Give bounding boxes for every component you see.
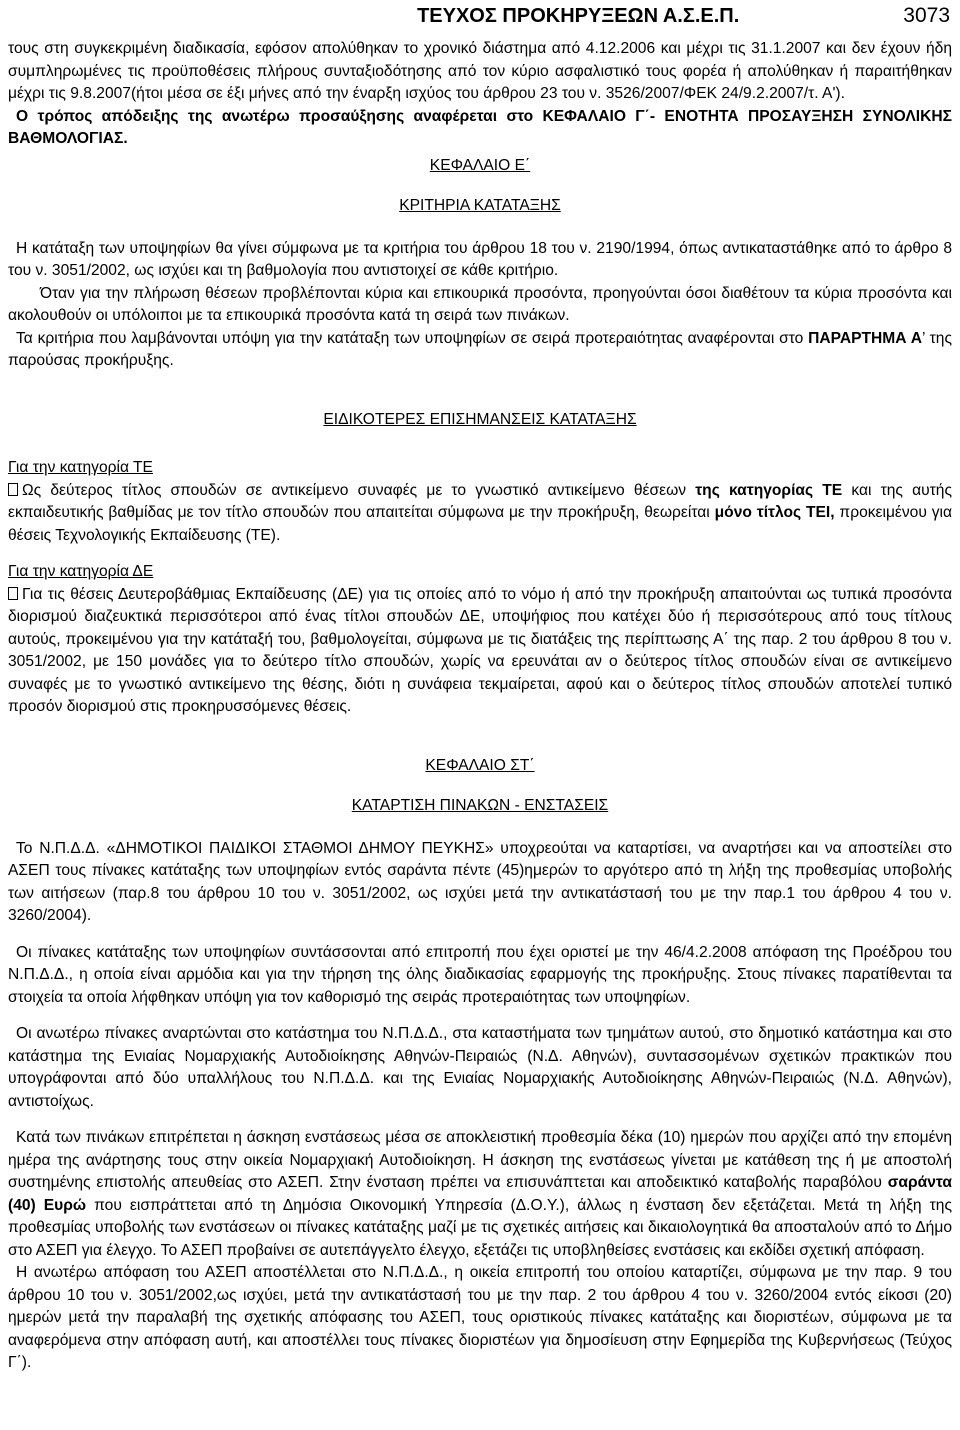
de-text: Για τις θέσεις Δευτεροβάθμιας Εκπαίδευσης (ΔΕ) για τις οποίες από το νόμο ή από την προκήρυξη απαιτούνται ως τυπικά προσόντα διορισμού διαζευκτικά περισσότεροι από ένας τίτλοι σπουδών ΔΕ, υποψήφιος που κατέχει δύο ή περισσότερους από τους τίτλους αυτούς, προκειμένου για την κατάταξή του, βαθμολογείται, σύμφωνα με τις διατάξεις της περίπτωσης Α΄ της παρ. 2 του άρθρου 8 του ν. 3051/2002, με 150 μονάδες για το δεύτερο τίτλο σπουδών, χωρίς να ερευνάται αν ο δεύτερος τίτλος σπουδών είναι σε αντικείμενο συναφές με το γνωστικό αντικείμενο της θέσης, διότι η συνάφεια τεκμαίρεται, αφού και ο δεύτερος τίτλος σπουδών αποτελεί τυπικό προσόν διορισμού στις προκηρυσσόμενες θέσεις. xyxy=(8,585,952,715)
chapter-st-paragraph-5: Η ανωτέρω απόφαση του ΑΣΕΠ αποστέλλεται στο Ν.Π.Δ.Δ., η οικεία επιτροπή του οποίου καταρτίζει, σύμφωνα με την παρ. 9 του άρθρου 10 του ν. 3051/2002,ως ισχύει, μετά την αντικατάστασή του με την παρ. 2 του άρθρου 4 του ν. 3260/2004 εντός είκοσι (20) ημερών μετά την παραλαβή της σχετικής απόφασης του ΑΣΕΠ, τους οριστικούς πίνακες κατάταξης και διοριστέων, σύμφωνα με τα αναφερόμενα στην απόφαση αυτή, και αποστέλλει τους πίνακες διοριστέων για δημοσίευση στην Εφημερίδα της Κυβερνήσεως (Τεύχος Γ΄). xyxy=(8,1264,952,1371)
te-text-d: μόνο τίτλος ΤΕΙ, xyxy=(714,504,835,521)
page-number: 3073 xyxy=(903,4,950,27)
te-category-label: Για την κατηγορία ΤΕ xyxy=(8,459,153,476)
intro-paragraph-1: τους στη συγκεκριμένη διαδικασία, εφόσον απολύθηκαν το χρονικό διάστημα από 4.12.2006 και μέχρι τις 31.1.2007 και δεν έχουν ήδη συμπληρωμένες τις προϋποθέσεις πλήρους συνταξιοδότησης από τον κύριο ασφαλιστικό τους φορέα ή απολύθηκαν ή παραιτήθηκαν μέχρι τις 9.8.2007(ήτοι μέσα σε έξι μήνες από την έναρξη ισχύος του άρθρου 23 του ν. 3526/2007/ΦΕΚ 24/9.2.2007/τ. Α'). xyxy=(8,40,952,102)
de-category-label: Για την κατηγορία ΔΕ xyxy=(8,563,154,580)
chapter-st-heading: ΚΕΦΑΛΑΙΟ ΣΤ΄ xyxy=(425,756,535,774)
annex-a-ref: ΠΑΡΑΡΤΗΜΑ Α xyxy=(808,329,922,347)
chapter-st-paragraph-4 xyxy=(8,1127,952,1262)
chapter-e-paragraph-1: Η κατάταξη των υποψηφίων θα γίνει σύμφωνα με τα κριτήρια του άρθρου 18 του ν. 2190/1994, όπως αντικαταστάθηκε από το άρθρο 8 του ν. 3051/2002, ως ισχύει και τη βαθμολογία που αντιστοιχεί σε κάθε κριτήριο. xyxy=(8,239,952,279)
header-title: ΤΕΥΧΟΣ ΠΡΟΚΗΡΥΞΕΩΝ Α.Σ.Ε.Π. xyxy=(417,5,740,27)
chapter-e-heading: ΚΕΦΑΛΑΙΟ Ε΄ xyxy=(429,156,531,174)
te-text-e: προκειμένου για θέσεις Τεχνολογικής Εκπαίδευσης (ΤΕ). xyxy=(8,504,953,544)
fee-amount: σαράντα (40) Ευρώ xyxy=(8,1174,952,1214)
chapter-e-paragraph-3 xyxy=(8,328,952,373)
chapter-e-paragraph-2: Όταν για την πλήρωση θέσεων προβλέπονται κύρια και επικουρικά προσόντα, προηγούνται όσοι διαθέτουν τα κύρια προσόντα και ακολουθούν οι υπόλοιποι με τα επικουρικά προσόντα κατά τη σειρά των πινάκων. xyxy=(8,284,952,324)
te-text-c: και της αυτής εκπαιδευτικής βαθμίδας με τον τίτλο σπουδών που απαιτείται σύμφωνα με την προκήρυξη, θεωρείται xyxy=(8,481,952,521)
chapter-st-subheading: ΚΑΤΑΡΤΙΣΗ ΠΙΝΑΚΩΝ - ΕΝΣΤΑΣΕΙΣ xyxy=(351,797,609,814)
bullet-box-icon xyxy=(8,587,18,600)
page-header xyxy=(8,0,952,38)
chapter-st-paragraph-3: Οι ανωτέρω πίνακες αναρτώνται στο κατάστημα του Ν.Π.Δ.Δ., στα καταστήματα των τμημάτων αυτού, στο δημοτικό κατάστημα και στο κατάστημα της Ενιαίας Νομαρχιακής Αυτοδιοίκησης Αθηνών-Πειραιώς (Ν.Δ. Αθηνών), συντασσομένων σχετικών πρακτικών που υπογράφονται από δύο υπαλλήλους του Ν.Π.Δ.Δ. και της Ενιαίας Νομαρχιακής Αυτοδιοίκησης Αθηνών-Πειραιώς (Ν.Δ. Αθηνών), αντιστοίχως. xyxy=(8,1025,952,1110)
te-text-b: της κατηγορίας ΤΕ xyxy=(695,481,843,499)
chapter-e-subheading: ΚΡΙΤΗΡΙΑ ΚΑΤΑΤΑΞΗΣ xyxy=(399,197,561,214)
te-paragraph xyxy=(8,480,952,548)
intro-paragraph-2: Ο τρόπος απόδειξης της ανωτέρω προσαύξησης αναφέρεται στο ΚΕΦΑΛΑΙΟ Γ΄- ΕΝΟΤΗΤΑ ΠΡΟΣΑΥΞΗΣΗ ΣΥΝΟΛΙΚΗΣ ΒΑΘΜΟΛΟΓΙΑΣ. xyxy=(8,107,952,147)
special-notes-heading: ΕΙΔΙΚΟΤΕΡΕΣ ΕΠΙΣΗΜΑΝΣΕΙΣ ΚΑΤΑΤΑΞΗΣ xyxy=(323,410,637,428)
p4-text-pre: Κατά των πινάκων επιτρέπεται η άσκηση ενστάσεως μέσα σε αποκλειστική προθεσμία δέκα (10) ημερών που αρχίζει από την επομένη ημέρα της ανάρτησης τους στην οικεία Νομαρχιακή Αυτοδιοίκηση. Η άσκηση της ενστάσεως γίνεται με κατάθεση της ή με αποστολή συστημένης επιστολής απευθείας στο ΑΣΕΠ. Στην ένσταση πρέπει να επισυνάπτεται και αποδεικτικό καταβολής παραβόλου xyxy=(8,1129,952,1191)
chapter-st-paragraph-2: Οι πίνακες κατάταξης των υποψηφίων συντάσσονται από επιτροπή που έχει οριστεί με την 46/4.2.2008 απόφαση της Προέδρου του Ν.Π.Δ.Δ., η οποία είναι αρμόδια και για την τήρηση της όλης διαδικασίας εφαρμογής της προκήρυξης. Στους πίνακες παρατίθενται τα στοιχεία τα οποία λήφθηκαν υπόψη για τον καθορισμό της σειράς προτεραιότητας των υποψηφίων. xyxy=(8,943,952,1006)
chapter-st-paragraph-1: Το Ν.Π.Δ.Δ. «ΔΗΜΟΤΙΚΟΙ ΠΑΙΔΙΚΟΙ ΣΤΑΘΜΟΙ ΔΗΜΟΥ ΠΕΥΚΗΣ» υποχρεούται να καταρτίσει, να αναρτήσει και να αποστείλει στο ΑΣΕΠ τους πίνακες κατάταξης των υποψηφίων εντός σαράντα πέντε (45)ημερών το αργότερο από τη λήξη της προθεσμίας υποβολής των αιτήσεων (παρ.8 του άρθρου 10 του ν. 3051/2002, ως ισχύει μετά την αντικατάστασή του με την παρ.1 του άρθρου 4 του ν. 3260/2004). xyxy=(8,839,952,924)
p4-text-post: που εισπράττεται από τη Δημόσια Οικονομική Υπηρεσία (Δ.Ο.Υ.), άλλως η ένσταση δεν εξετάζεται. Μετά τη λήξη της προθεσμίας υποβολής των ενστάσεων οι πίνακες κατάταξης μαζί με τις σχετικές αιτήσεις και δικαιολογητικά θα αποσταλούν από το Δήμο στο ΑΣΕΠ για έλεγχο. Το ΑΣΕΠ προβαίνει σε αυτεπάγγελτο έλεγχο, εξετάζει τις υποβληθείσες ενστάσεις και εκδίδει σχετική απόφαση. xyxy=(8,1196,952,1259)
de-paragraph xyxy=(8,584,952,719)
te-text-a: Ως δεύτερος τίτλος σπουδών σε αντικείμενο συναφές με το γνωστικό αντικείμενο θέσεων xyxy=(22,481,696,499)
p3-text-post: ’ της παρούσας προκήρυξης. xyxy=(8,329,952,369)
bullet-box-icon xyxy=(8,483,18,496)
p3-text-pre: Τα κριτήρια που λαμβάνονται υπόψη για την κατάταξη των υποψηφίων σε σειρά προτεραιότητας αναφέρονται στο xyxy=(16,329,809,347)
